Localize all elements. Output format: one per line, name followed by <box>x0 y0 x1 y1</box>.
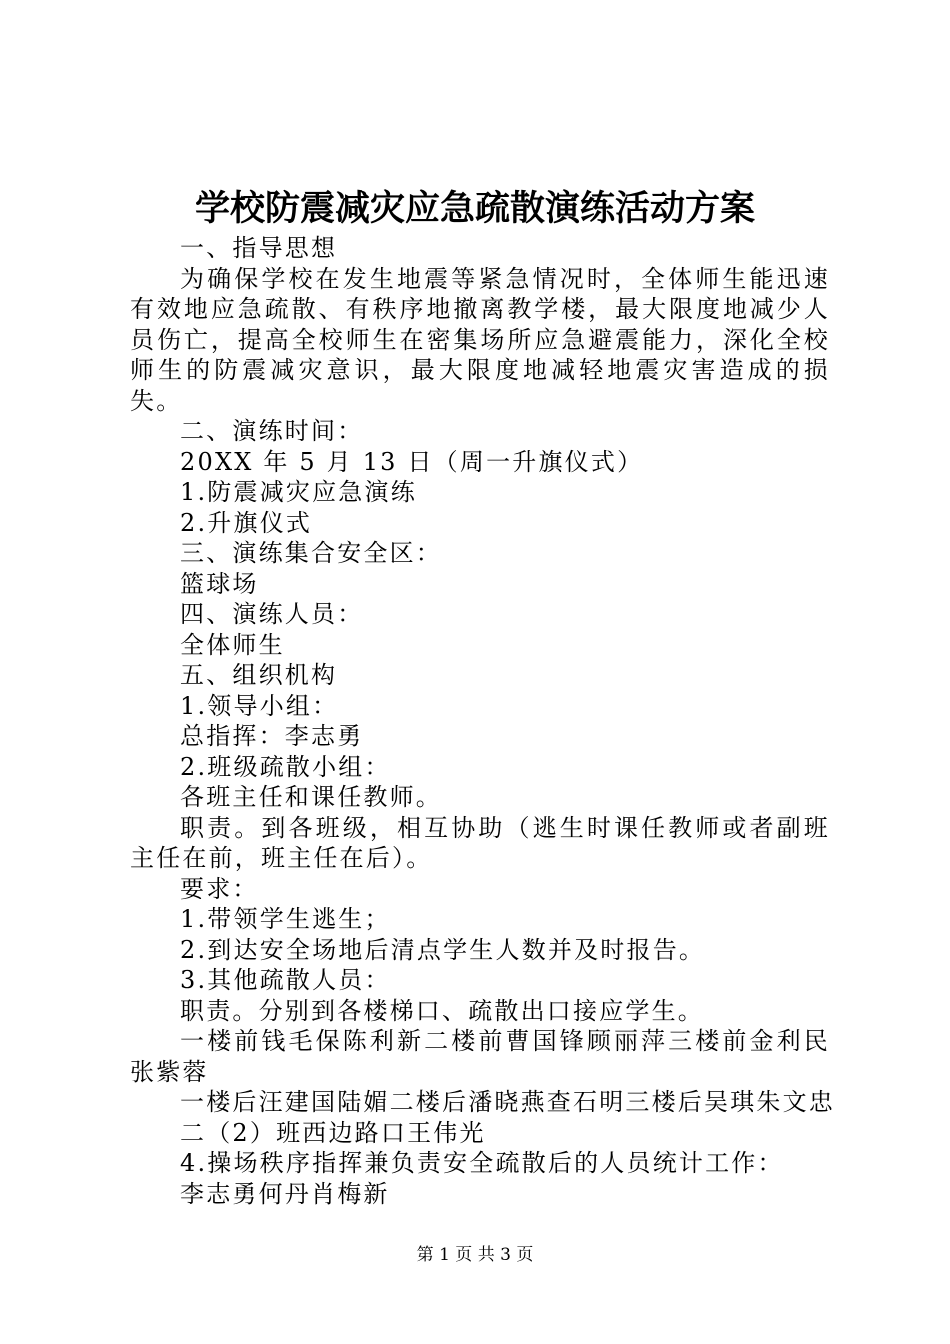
paragraph-front-stair-staff: 一楼前钱毛保陈利新二楼前曹国锋顾丽萍三楼前金利民张紫蓉 <box>130 1027 830 1086</box>
west-intersection-staff: 二（2）班西边路口王伟光 <box>180 1118 486 1147</box>
requirement-item-1: 1.带领学生逃生； <box>180 905 391 933</box>
other-staff-duties: 职责。分别到各楼梯口、疏散出口接应学生。 <box>180 996 704 1025</box>
document-title: 学校防震减灾应急疏散演练活动方案 <box>194 188 755 229</box>
document-body <box>130 233 835 1209</box>
section-heading-participants: 四、演练人员： <box>180 600 364 628</box>
section-heading-drill-time: 二、演练时间： <box>180 417 364 445</box>
paragraph-purpose: 为确保学校在发生地震等紧急情况时，全体师生能迅速有效地应急疏散、有秩序地撤离教学楼，最大限度地减少人员伤亡，提高全校师生在密集场所应急避震能力，深化全校师生的防震减灾意识，最大限度地减轻地震灾害造成的损失。 <box>130 264 830 415</box>
commander-line: 总指挥：李志勇 <box>180 722 364 750</box>
requirement-item-2: 2.到达安全场地后清点学生人数并及时报告。 <box>180 935 706 964</box>
paragraph-class-duties: 职责。到各班级，相互协助（逃生时课任教师或者副班主任在前，班主任在后）。 <box>130 813 830 872</box>
back-stair-staff: 一楼后汪建国陆媚二楼后潘晓燕查石明三楼后吴琪朱文忠 <box>180 1088 835 1116</box>
section-heading-safe-zone: 三、演练集合安全区： <box>180 539 442 567</box>
list-item-flag-ceremony: 2.升旗仪式 <box>180 508 313 537</box>
class-group-members: 各班主任和课任教师。 <box>180 783 442 811</box>
page-footer: 第 1 页 共 3 页 <box>416 1245 534 1265</box>
safe-zone-value: 篮球场 <box>180 569 259 598</box>
list-item-leadership-group: 1.领导小组： <box>180 691 339 720</box>
list-item-class-evacuation-group: 2.班级疏散小组： <box>180 752 391 781</box>
list-item-drill: 1.防震减灾应急演练 <box>180 478 417 506</box>
participants-value: 全体师生 <box>180 630 285 659</box>
section-heading-guiding-ideology: 一、指导思想 <box>180 234 338 262</box>
drill-date: 20XX 年 5 月 13 日（周一升旗仪式） <box>180 447 644 476</box>
list-item-playground-command: 4.操场秩序指挥兼负责安全疏散后的人员统计工作： <box>180 1149 784 1177</box>
section-heading-organization: 五、组织机构 <box>180 661 338 689</box>
list-item-other-evacuation-staff: 3.其他疏散人员： <box>180 966 391 994</box>
playground-command-members: 李志勇何丹肖梅新 <box>180 1179 390 1208</box>
requirements-heading: 要求： <box>180 874 259 903</box>
